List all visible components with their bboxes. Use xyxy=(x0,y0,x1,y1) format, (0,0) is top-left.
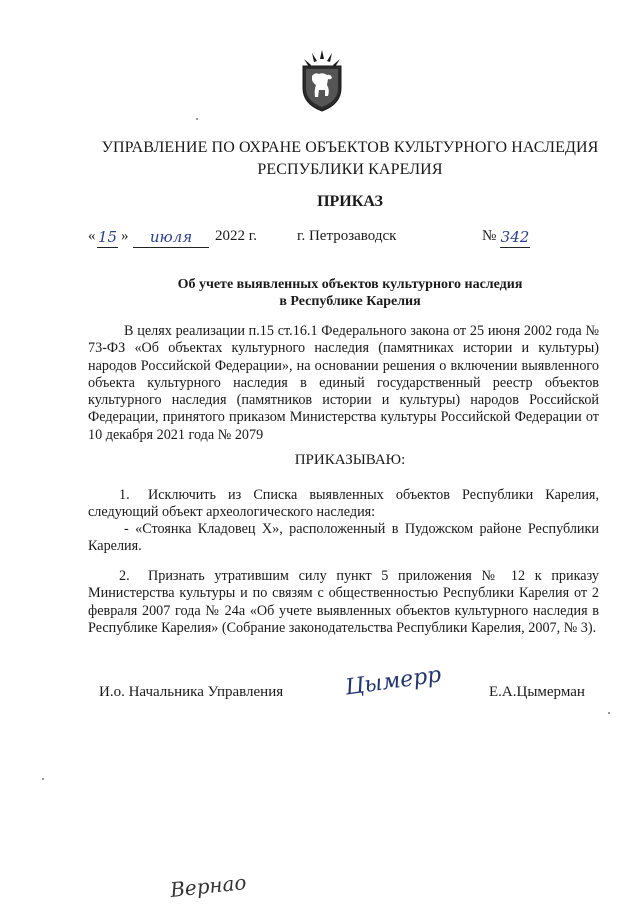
document-title: ПРИКАЗ xyxy=(317,193,383,210)
order-word: ПРИКАЗЫВАЮ: xyxy=(294,452,406,468)
signatory-position: И.о. Начальника Управления xyxy=(99,684,284,700)
agency-name-line-2: РЕСПУБЛИКИ КАРЕЛИЯ xyxy=(257,161,443,178)
date-quote-open: « xyxy=(88,228,96,244)
date-line xyxy=(0,228,640,250)
scan-speck xyxy=(608,712,610,714)
scan-speck xyxy=(196,118,198,120)
scan-speck xyxy=(42,778,44,780)
item-1-text: Исключить из Списка выявленных объектов Республики Карелия, следующий объект археологического наследия: xyxy=(88,487,599,521)
document-place: г. Петрозаводск xyxy=(297,228,397,244)
item-2-text: Признать утратившим силу пункт 5 приложения № 12 к приказу Министерства культуры и по связям с общественностью Республики Карелия от 2 февраля 2007 года № 24а «Об учете выявленных объектов культурного наследия в Республике Карелия» (Собрание законодательства Республики Карелия, 2007, № 3). xyxy=(88,568,599,636)
handwritten-signature: Цымерр xyxy=(343,662,443,701)
date-year: 2022 г. xyxy=(215,228,257,244)
coat-of-arms-icon xyxy=(297,50,347,112)
signature-block xyxy=(0,684,640,708)
order-item-1 xyxy=(88,487,599,522)
subject-line-2: в Республике Карелия xyxy=(279,294,421,309)
date-month: июля xyxy=(149,228,193,246)
footer-handwriting: Вернао xyxy=(168,870,248,902)
signatory-name: Е.А.Цымерман xyxy=(489,684,585,700)
document-subject xyxy=(60,276,640,310)
date-quote-close: » xyxy=(121,228,129,244)
document-number: 342 xyxy=(500,228,530,246)
preamble-paragraph: В целях реализации п.15 ст.16.1 Федерального закона от 25 июня 2002 года № 73-ФЗ «Об объектах культурного наследия (памятниках истории и культуры) народов Российской Федерации», на основании решения о включении выявленного объекта культурного наследия в единый государственный реестр объектов культурного наследия (памятников истории и культуры) народов Российской Федерации, принятого приказом Министерства культуры Российской Федерации от 10 декабря 2021 года № 2079 xyxy=(88,323,599,443)
item-2-number: 2. xyxy=(119,568,130,584)
agency-header xyxy=(60,137,640,181)
subject-line-1: Об учете выявленных объектов культурного наследия xyxy=(177,277,523,292)
order-item-1-subitem: - «Стоянка Кладовец Х», расположенный в Пудожском районе Республики Карелия. xyxy=(88,521,599,555)
date-day: 15 xyxy=(97,228,118,246)
order-item-2 xyxy=(88,568,599,637)
agency-name-line-1: УПРАВЛЕНИЕ ПО ОХРАНЕ ОБЪЕКТОВ КУЛЬТУРНОГО НАСЛЕДИЯ xyxy=(101,139,599,156)
item-1-number: 1. xyxy=(119,487,130,503)
number-prefix: № xyxy=(482,228,497,244)
